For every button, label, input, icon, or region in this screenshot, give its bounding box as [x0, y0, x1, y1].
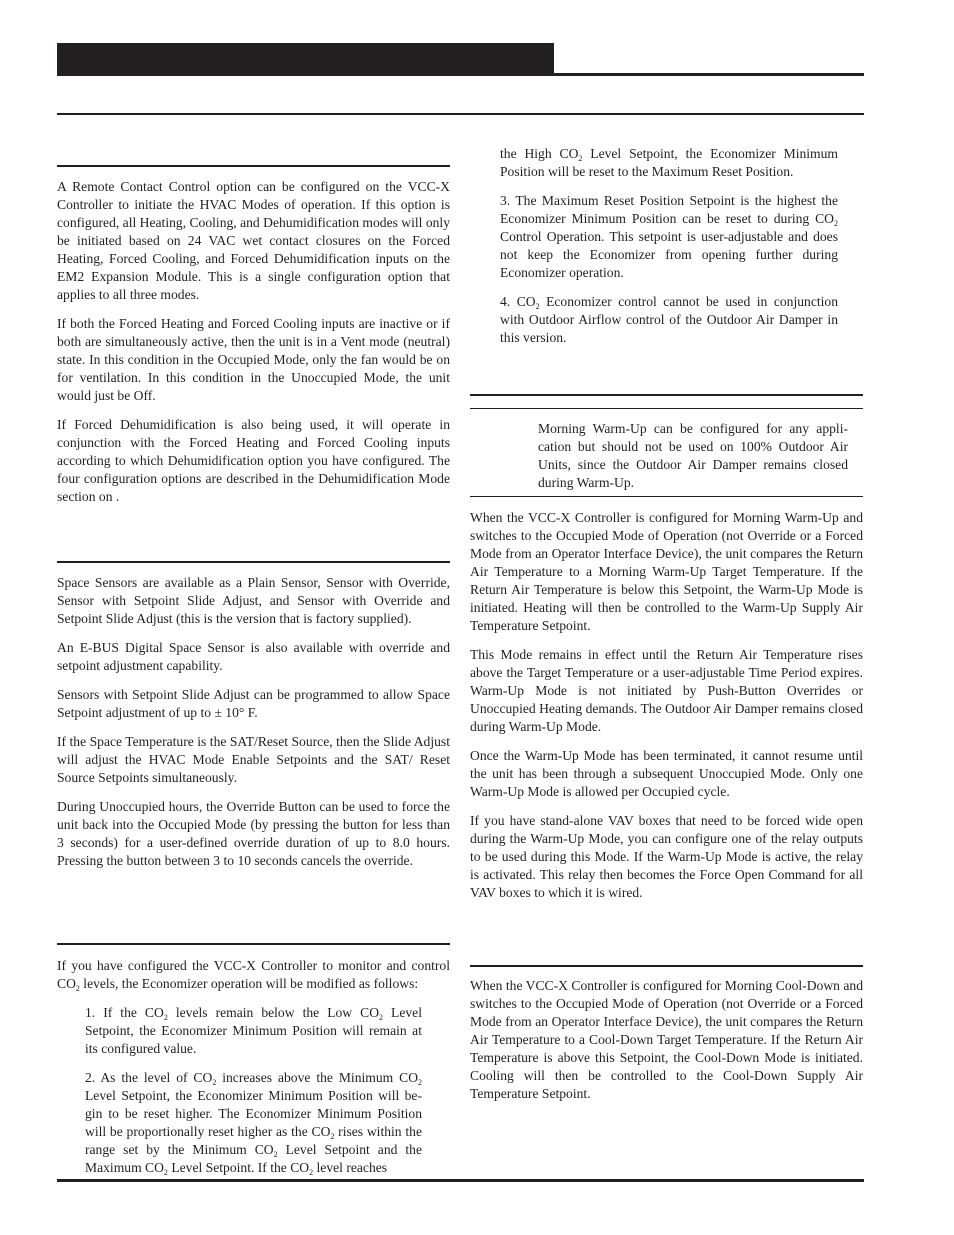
list-item: 4. $CO_2$ Economizer control cannot be used in conjunction with Outdoor Airflow control of the Outdoor Air Damper in this version.	[500, 294, 839, 345]
section-rule-co2	[57, 943, 450, 945]
header-rule	[554, 73, 864, 76]
paragraph: A Remote Contact Control option can be configured on the VCC-X Controller to initiate the HVAC Modes of operation. If this option is configured, all Heating, Cooling, and Dehumidification modes will only be initiated based on 24 VAC wet contact closures on the Forced Heating, Forced Cooling, and Forced Dehumidification inputs on the EM2 Expansion Module. This is a single configuration option that applies to all three modes.	[57, 179, 451, 302]
section-rule-space-sensors	[57, 561, 450, 563]
space-sensors-section	[57, 574, 450, 881]
section-rule-remote-contact	[57, 165, 450, 167]
co2-section	[57, 957, 450, 1188]
paragraph: This Mode remains in effect until the Return Air Temperature rises above the Target Temperature or a user-adjustable Time Period expires. Warm-Up Mode is not initiated by Push-Button Overrides or Unoccupied Heating demands. The Outdoor Air Damper remains closed during Warm-Up Mode.	[470, 647, 863, 734]
paragraph: If the Space Temperature is the SAT/Reset Source, then the Slide Adjust will adjust the HVAC Mode Enable Setpoints and the SAT/ Reset Source Setpoints simultaneously.	[57, 734, 450, 785]
list-item: 2. As the level of $CO_2$ increases above the Minimum $CO_2$ Level Setpoint, the Economizer Minimum Position will be-gin to be reset higher. The Economizer Minimum Position will be proportionally reset higher as the $CO_2$ rises within the range set by the Minimum $CO_2$ Level Setpoint and the Maximum $CO_2$ Level Setpoint. If the $CO_2$ level reaches	[85, 1070, 423, 1177]
cooldown-section	[470, 977, 863, 1114]
paragraph: When the VCC-X Controller is configured for Morning Warm-Up and switches to the Occupied Mode of Operation (not Override or a Forced Mode from an Operator Interface Device), the unit compares the Return Air Temperature to a Morning Warm-Up Target Temperature. If the Return Air Temperature is below this Setpoint, the Warm-Up Mode is initiated. Heating will then be controlled to the Warm-Up Supply Air Temperature Setpoint.	[470, 510, 863, 633]
paragraph: If you have stand-alone VAV boxes that need to be forced wide open during the Warm-Up Mode, you can configure one of the relay outputs to be used during this Mode. If the Warm-Up Mode is active, the relay is activated. This relay then becomes the Force Open Command for all VAV boxes to which it is wired.	[470, 813, 863, 900]
remote-contact-section	[57, 178, 450, 517]
list-item: 3. The Maximum Reset Position Setpoint is the highest the Economizer Minimum Position can be reset to during $CO_2$ Control Operation. This setpoint is user-adjustable and does not keep the Economizer from opening further during Economizer operation.	[500, 193, 838, 280]
paragraph: Once the Warm-Up Mode has been terminated, it cannot resume until the unit has been through a subsequent Unoccupied Mode. Only one Warm-Up Mode is allowed per Occupied cycle.	[470, 748, 863, 799]
paragraph: Space Sensors are available as a Plain Sensor, Sensor with Override, Sensor with Setpoint Slide Adjust, and Sensor with Override and Setpoint Slide Adjust (this is the version that is factory supplied).	[57, 575, 450, 626]
section-rule-warmup	[470, 394, 863, 396]
header-divider	[57, 113, 864, 115]
paragraph: When the VCC-X Controller is configured for Morning Cool-Down and switches to the Occupied Mode of Operation (not Override or a Forced Mode from an Operator Interface Device), the unit compares the Return Air Temperature to a Cool-Down Target Temperature. If the Return Air Temperature is above this Setpoint, the Cool-Down Mode is initiated. Cooling will then be controlled to the Cool-Down Supply Air Temperature Setpoint.	[470, 978, 863, 1101]
paragraph: During Unoccupied hours, the Override Button can be used to force the unit back into the Occupied Mode (by pressing the button for less than 3 seconds) for a user-defined override duration of up to 8.0 hours. Pressing the button between 3 to 10 seconds cancels the override.	[57, 799, 450, 868]
paragraph: If Forced Dehumidification is also being used, it will operate in conjunction with the Forced Heating and Forced Cooling inputs according to which Dehumidification option you have configured. The four configuration options are described in the Dehumidification Mode section on .	[57, 417, 450, 504]
list-item: 1. If the $CO_2$ levels remain below the Low $CO_2$ Level Setpoint, the Economizer Minimum Position will remain at its configured value.	[85, 1005, 422, 1056]
note-rule-bottom	[470, 496, 863, 497]
co2-continued	[500, 145, 838, 358]
paragraph: An E-BUS Digital Space Sensor is also available with override and setpoint adjustment capability.	[57, 640, 450, 673]
paragraph: If you have configured the VCC-X Controller to monitor and control $CO_2$ levels, the Economizer operation will be modified as follows:	[57, 958, 450, 993]
note-rule-top	[470, 408, 863, 409]
paragraph: Sensors with Setpoint Slide Adjust can be programmed to allow Space Setpoint adjustment of up to ± 10° F.	[57, 687, 450, 720]
list-item: the High $CO_2$ Level Setpoint, the Economizer Minimum Position will be reset to the Maximum Reset Position.	[500, 146, 839, 179]
warmup-note: Morning Warm-Up can be configured for any appli-cation but should not be used on 100% Outdoor Air Units, since the Outdoor Air Damper remains closed during Warm-Up.	[538, 421, 848, 490]
warmup-section	[470, 509, 863, 913]
paragraph: If both the Forced Heating and Forced Cooling inputs are inactive or if both are simultaneously active, then the unit is in a Vent mode (neutral) state. In this condition in the Occupied Mode, only the fan would be on for ventilation. In this condition in the Unoccupied Mode, the unit would just be Off.	[57, 316, 450, 403]
header-bar	[57, 43, 554, 76]
section-rule-cooldown	[470, 965, 863, 967]
